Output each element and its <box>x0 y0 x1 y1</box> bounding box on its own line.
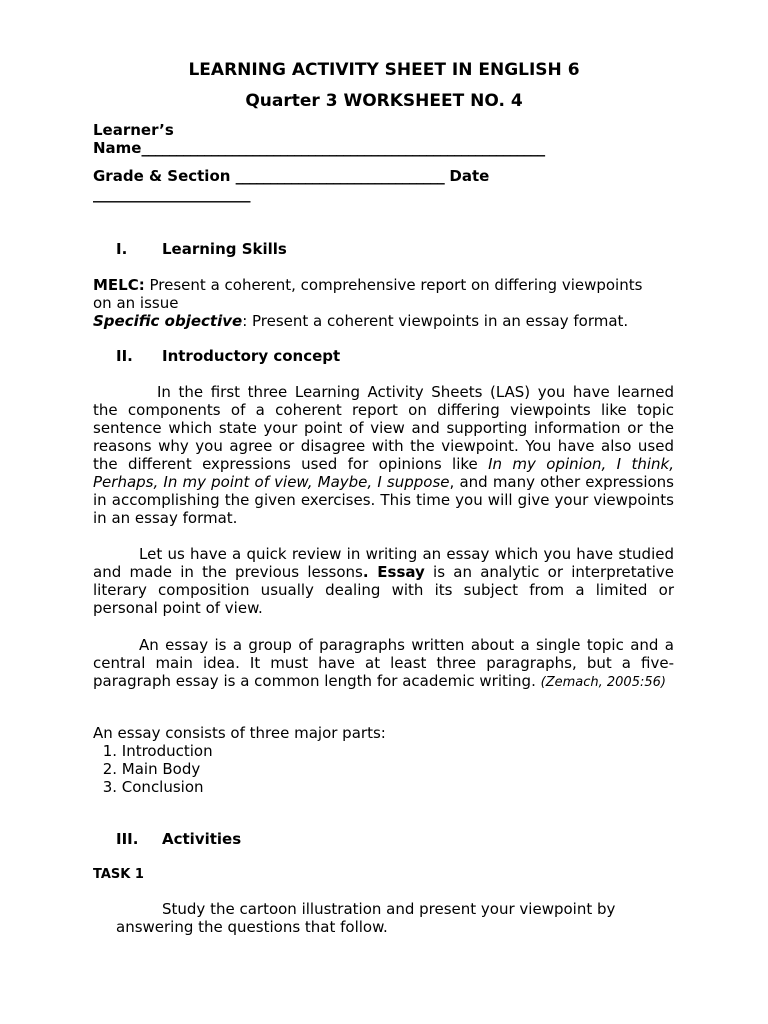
objective-label: Specific objective <box>93 312 243 330</box>
grade-section-label: Grade & Section <box>93 167 231 185</box>
citation: (Zemach, 2005:56) <box>540 675 666 690</box>
parts-intro: An essay consists of three major parts: <box>93 724 386 742</box>
section-number: I. <box>116 240 128 258</box>
learner-name-label-line1: Learner’s <box>93 121 174 139</box>
grade-section-blank: ______________________________ <box>235 167 445 185</box>
melc-block <box>93 276 683 330</box>
section-introductory-concept-heading <box>116 347 340 365</box>
section-number: III. <box>116 830 139 848</box>
essay-parts-list <box>93 742 213 796</box>
list-item: 3. Conclusion <box>102 778 204 796</box>
melc-label: MELC: <box>93 276 145 294</box>
grade-section-field <box>93 167 489 185</box>
intro-paragraph-3: An essay is a group of paragraphs written about a single topic and a central main idea. It must have at least three paragraphs, but a five-paragraph essay is a common length for academic writing. (Zemach, 2005:56) <box>93 636 674 690</box>
melc-text: Present a coherent, comprehensive report on differing viewpoints <box>144 276 643 294</box>
learner-name-field <box>93 121 545 157</box>
date-label: Date <box>449 167 490 185</box>
objective-text: : Present a coherent viewpoints in an essay format. <box>242 312 629 330</box>
learner-name-label-line2: Name <box>93 139 142 157</box>
list-item: 1. Introduction <box>102 742 213 760</box>
task-instruction-line2: answering the questions that follow. <box>116 918 388 936</box>
page-title: LEARNING ACTIVITY SHEET IN ENGLISH 6 <box>188 60 580 80</box>
learner-name-blank: __________________________________________________________ <box>141 139 545 157</box>
intro-paragraph-1: In the first three Learning Activity Sheets (LAS) you have learned the components of a coherent report on differing viewpoints like topic sentence which state your point of view and supporting information or the reasons why you agree or disagree with the viewpoint. You have also used the different expressions used for opinions like In my opinion, I think, Perhaps, In my point of view, Maybe, I suppose, and many other expressions in accomplishing the given exercises. This time you will give your viewpoints in an essay format. <box>93 383 674 527</box>
section-title: Introductory concept <box>162 347 341 365</box>
list-item: 2. Main Body <box>102 760 201 778</box>
melc-text-continued: on an issue <box>93 294 179 312</box>
task-label: TASK 1 <box>93 867 144 882</box>
section-activities-heading <box>116 830 241 848</box>
section-title: Learning Skills <box>162 240 287 258</box>
task-instruction-line1: Study the cartoon illustration and present your viewpoint by <box>162 900 616 918</box>
section-number: II. <box>116 347 133 365</box>
intro-paragraph-2: Let us have a quick review in writing an essay which you have studied and made in the previous lessons. Essay is an analytic or interpretative literary composition usually dealing with its subject from a limited or personal point of view. <box>93 545 675 617</box>
page-subtitle: Quarter 3 WORKSHEET NO. 4 <box>245 91 523 111</box>
section-learning-skills-heading <box>116 240 287 258</box>
date-blank: _____________________ <box>93 185 251 203</box>
section-title: Activities <box>162 830 242 848</box>
